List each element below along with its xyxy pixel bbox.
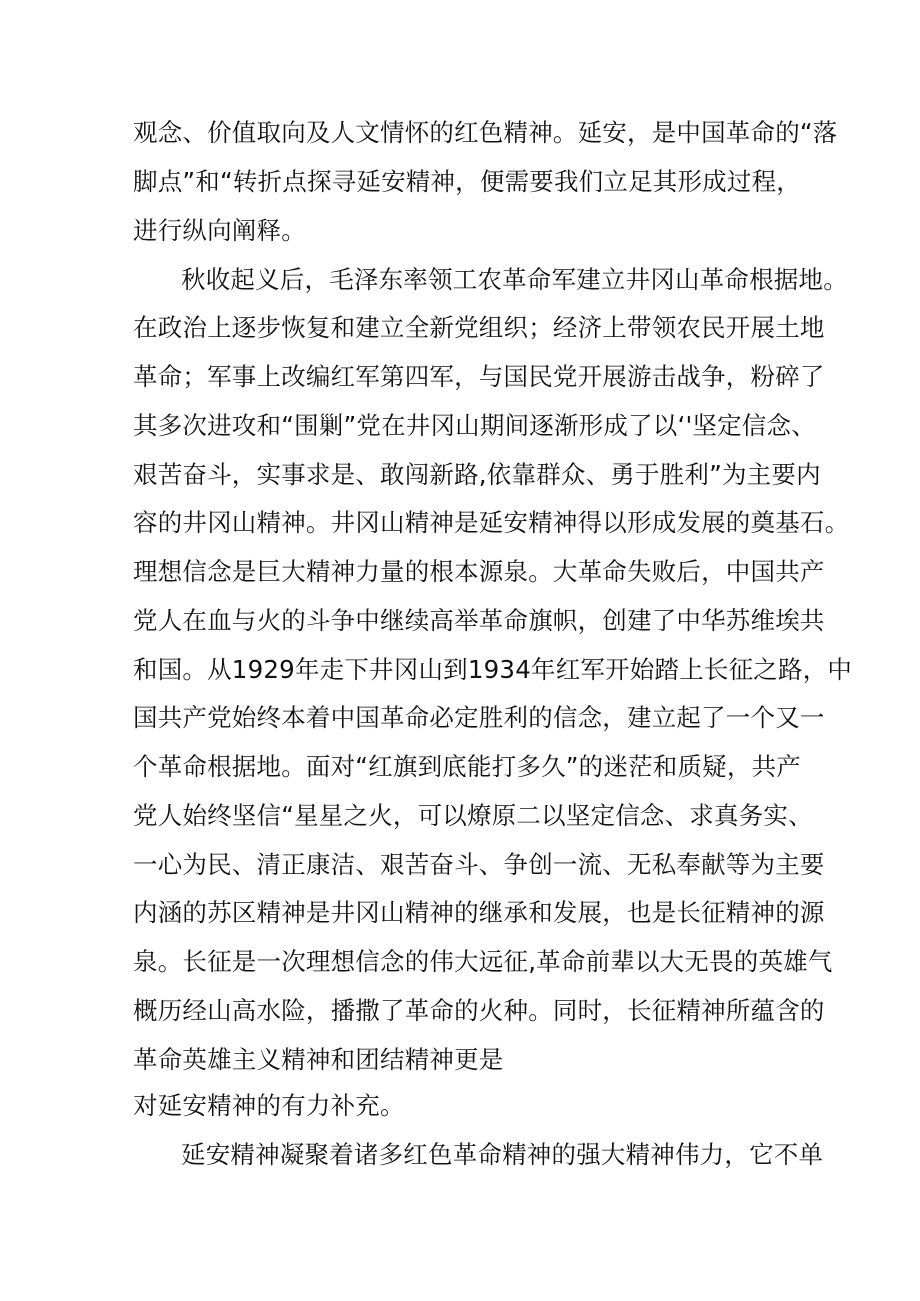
text-line: 一心为民、清正康洁、艰苦奋斗、争创一流、无私奉献等为主要 — [133, 850, 825, 879]
text-line: 观念、价值取向及人文情怀的红色精神。延安，是中国革命的“落 — [133, 118, 838, 147]
text-line: 容的井冈山精神。井冈山精神是延安精神得以形成发展的奠基石。 — [133, 508, 850, 537]
text-line: 内涵的苏区精神是井冈山精神的继承和发展，也是长征精神的源 — [133, 898, 825, 927]
text-line: 概历经山高水险，播撒了革命的火种。同时，长征精神所蕴含的 — [133, 996, 825, 1025]
text-line: 其多次进攻和“围剿”党在井冈山期间逐渐形成了以‘'坚定信念、 — [133, 411, 816, 440]
text-line: 进行纵向阐释。 — [133, 216, 306, 245]
text-line: 艰苦奋斗，实事求是、敢闯新路,依靠群众、勇于胜利”为主要内 — [133, 460, 821, 489]
text-line: 和国。从1929年走下井冈山到1934年红军开始踏上长征之路，中 — [133, 655, 853, 684]
text-line: 个革命根据地。面对“红旗到底能打多久”的迷茫和质疑，共产 — [133, 752, 801, 781]
text-line: 泉。长征是一次理想信念的伟大远征,革命前辈以大无畏的英雄气 — [133, 947, 833, 976]
text-line: 党人始终坚信“星星之火，可以燎原二以坚定信念、求真务实、 — [133, 801, 813, 830]
text-line: 脚点”和“转折点探寻延安精神，便需要我们立足其形成过程， — [133, 167, 801, 196]
text-line: 革命英雄主义精神和团结精神更是 — [133, 1045, 504, 1074]
text-line: 在政治上逐步恢复和建立全新党组织；经济上带领农民开展土地 — [133, 313, 825, 342]
text-line: 理想信念是巨大精神力量的根本源泉。大革命失败后，中国共产 — [133, 557, 825, 586]
paragraph-start-line: 延安精神凝聚着诸多红色革命精神的强大精神伟力，它不单 — [181, 1140, 824, 1169]
text-line: 国共产党始终本着中国革命必定胜利的信念，建立起了一个又一 — [133, 703, 825, 732]
text-line: 革命；军事上改编红军第四军，与国民党开展游击战争，粉碎了 — [133, 362, 825, 391]
text-line: 党人在血与火的斗争中继续高举革命旗帜，创建了中华苏维埃共 — [133, 606, 825, 635]
paragraph-start-line: 秋收起义后，毛泽东率领工农革命军建立井冈山革命根据地。 — [181, 265, 848, 294]
text-line: 对延安精神的有力补充。 — [133, 1091, 405, 1120]
